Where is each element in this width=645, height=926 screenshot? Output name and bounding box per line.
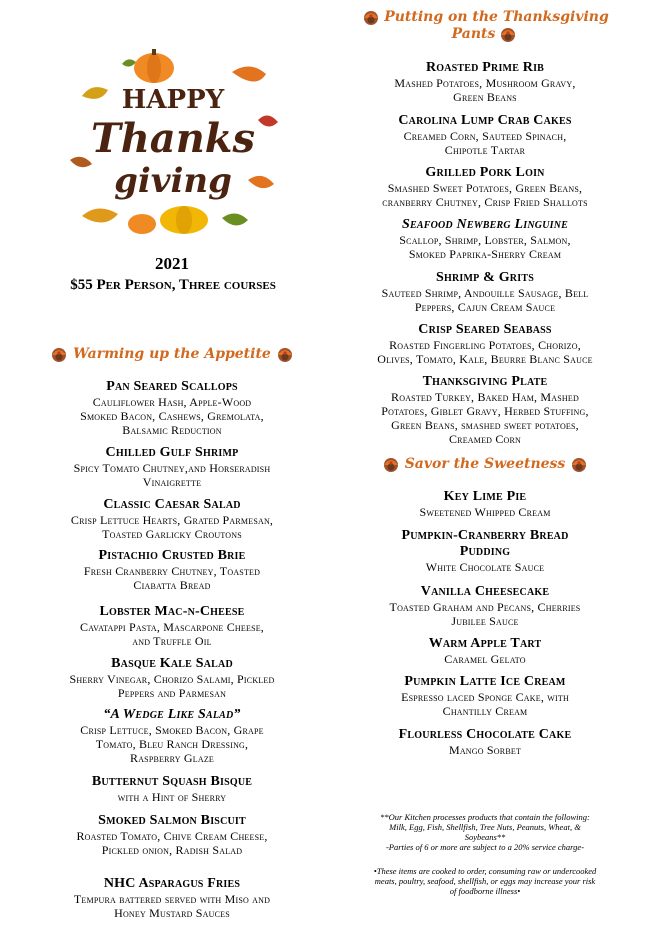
item-desc-line: Creamed Corn: [448, 432, 522, 446]
item-desc-line: Caramel Gelato: [444, 652, 526, 666]
price-line: $55 Per Person, Three courses: [70, 277, 276, 293]
menu-item-entree: [340, 217, 630, 261]
allergen-notice: [340, 812, 630, 852]
item-desc-line: Toasted Graham and Pecans, Cherries: [389, 600, 581, 614]
item-desc-line: Roasted Turkey, Baked Ham, Mashed: [391, 390, 579, 404]
item-desc-line: Roasted Tomato, Chive Cream Cheese,: [76, 829, 268, 843]
item-desc-line: Crisp Lettuce, Smoked Bacon, Grape: [80, 723, 264, 737]
item-desc-line: Scallop, Shrimp, Lobster, Salmon,: [399, 233, 571, 247]
item-desc-line: and Truffle Oil: [132, 634, 212, 648]
year: 2021: [155, 254, 189, 273]
menu-item-dessert: [340, 584, 630, 628]
item-name-line-2: Pudding: [459, 544, 511, 559]
item-name: Vanilla Cheesecake: [420, 584, 550, 599]
item-desc-line: Smoked Bacon, Cashews, Gremolata,: [80, 409, 264, 423]
menu-item-appetizer: [22, 656, 322, 700]
item-desc-line: with a Hint of Sherry: [117, 790, 227, 804]
turkey-icon: [381, 456, 401, 473]
menu-item-dessert: [340, 636, 630, 666]
notice-line: meats, poultry, seafood, shellfish, or eggs may increase your risk: [374, 876, 596, 886]
menu-item-dessert: [340, 489, 630, 519]
item-desc-line: Spicy Tomato Chutney,and Horseradish: [73, 461, 271, 475]
turkey-icon: [498, 26, 518, 43]
turkey-icon: [275, 346, 295, 363]
menu-item-appetizer: [22, 379, 322, 437]
turkey-icon: [49, 346, 69, 363]
item-desc-line: Smoked Paprika-Sherry Cream: [408, 247, 562, 261]
item-desc-line: Honey Mustard Sauces: [114, 906, 230, 920]
item-desc-line: Mashed Potatoes, Mushroom Gravy,: [394, 76, 576, 90]
section-pants-label-2: Pants: [451, 26, 496, 42]
logo-line-giving: giving: [114, 161, 232, 201]
menu-item-appetizer: [22, 774, 322, 804]
item-desc-line: Tomato, Bleu Ranch Dressing,: [95, 737, 249, 751]
item-name: Roasted Prime Rib: [425, 60, 545, 75]
notice-line: **Our Kitchen processes products that contain the following:: [380, 812, 590, 822]
item-desc-line: Chipotle Tartar: [444, 143, 526, 157]
item-desc-line: Chantilly Cream: [442, 704, 528, 718]
item-desc-line: Potatoes, Giblet Gravy, Herbed Stuffing,: [381, 404, 589, 418]
item-name: Smoked Salmon Biscuit: [98, 813, 246, 828]
menu-item-appetizer: [22, 548, 322, 592]
item-desc-line: Peppers, Cajun Cream Sauce: [414, 300, 556, 314]
item-name: Classic Caesar Salad: [103, 497, 241, 512]
notice-line: -Parties of 6 or more are subject to a 20% service charge-: [385, 842, 585, 852]
item-desc-line: Sweetened Whipped Cream: [419, 505, 551, 519]
item-desc-line: Roasted Fingerling Potatoes, Chorizo,: [389, 338, 581, 352]
item-name: Thanksgiving Plate: [422, 374, 548, 389]
item-name: Basque Kale Salad: [111, 656, 233, 671]
item-desc-line: Balsamic Reduction: [122, 423, 222, 437]
menu-item-dessert: [340, 528, 630, 574]
item-desc-line: cranberry Chutney, Crisp Fried Shallots: [382, 195, 588, 209]
menu-item-entree: [340, 374, 630, 446]
item-desc-line: Green Beans, smashed sweet potatoes,: [391, 418, 579, 432]
item-name: Pumpkin-Cranberry Bread: [401, 528, 569, 543]
logo-line-thanks: Thanks: [90, 115, 256, 162]
item-name: Crisp Seared Seabass: [418, 322, 552, 337]
item-name: Pistachio Crusted Brie: [98, 548, 246, 563]
item-name: Grilled Pork Loin: [425, 165, 545, 180]
menu-item-dessert: [340, 727, 630, 757]
menu-item-entree: [340, 113, 630, 157]
item-name: Pan Seared Scallops: [106, 379, 238, 394]
item-desc-line: Mango Sorbet: [448, 743, 522, 757]
item-desc-line: Smashed Sweet Potatoes, Green Beans,: [387, 181, 583, 195]
item-name: NHC Asparagus Fries: [103, 876, 241, 891]
item-desc-line: Ciabatta Bread: [133, 578, 211, 592]
menu-item-appetizer: [22, 813, 322, 857]
item-desc-line: Olives, Tomato, Kale, Beurre Blanc Sauce: [377, 352, 593, 366]
item-name: Carolina Lump Crab Cakes: [398, 113, 572, 128]
item-name: Lobster Mac-n-Cheese: [99, 604, 245, 619]
item-desc-line: Vinaigrette: [142, 475, 202, 489]
section-appetite-title: [22, 346, 322, 363]
item-name: Chilled Gulf Shrimp: [105, 445, 239, 460]
menu-item-appetizer: [22, 876, 322, 920]
section-pants-title: [340, 9, 630, 43]
section-pants-label: Putting on the Thanksgiving: [384, 9, 609, 25]
happy-thanksgiving-logo: [62, 40, 284, 236]
menu-item-appetizer: [22, 707, 322, 765]
item-desc-line: Jubilee Sauce: [451, 614, 519, 628]
item-desc-line: Raspberry Glaze: [129, 751, 214, 765]
item-name: Flourless Chocolate Cake: [398, 727, 572, 742]
menu-item-entree: [340, 270, 630, 314]
item-desc-line: Espresso laced Sponge Cake, with: [401, 690, 569, 704]
item-name: “A Wedge Like Salad”: [103, 707, 241, 722]
menu-item-entree: [340, 322, 630, 366]
item-desc-line: Cavatappi Pasta, Mascarpone Cheese,: [79, 620, 265, 634]
item-desc-line: Toasted Garlicky Croutons: [102, 527, 242, 541]
item-name: Warm Apple Tart: [428, 636, 542, 651]
item-desc-line: Peppers and Parmesan: [117, 686, 227, 700]
section-sweetness-title: [340, 456, 630, 473]
notice-line: •These items are cooked to order, consuming raw or undercooked: [373, 866, 597, 876]
item-desc-line: Sauteed Shrimp, Andouille Sausage, Bell: [381, 286, 589, 300]
raw-food-notice: [340, 866, 630, 896]
section-sweetness-label: Savor the Sweetness: [404, 456, 566, 472]
menu-item-appetizer: [22, 497, 322, 541]
item-desc-line: Cauliflower Hash, Apple-Wood: [92, 395, 252, 409]
menu-item-entree: [340, 165, 630, 209]
item-desc-line: Pickled onion, Radish Salad: [101, 843, 243, 857]
menu-item-dessert: [340, 674, 630, 718]
notice-line: Soybeans**: [464, 832, 506, 842]
turkey-icon: [361, 9, 381, 26]
item-desc-line: Tempura battered served with Miso and: [73, 892, 271, 906]
item-name: Seafood Newberg Linguine: [401, 217, 569, 232]
menu-item-appetizer: [22, 604, 322, 648]
item-desc-line: Fresh Cranberry Chutney, Toasted: [83, 564, 261, 578]
item-name: Shrimp & Grits: [436, 270, 534, 285]
notice-line: of foodborne illness•: [449, 886, 521, 896]
menu-item-appetizer: [22, 445, 322, 489]
menu-item-entree: [340, 60, 630, 104]
item-name: Butternut Squash Bisque: [91, 774, 253, 789]
turkey-icon: [569, 456, 589, 473]
logo-line-happy: HAPPY: [121, 85, 225, 115]
item-name: Pumpkin Latte Ice Cream: [404, 674, 566, 689]
item-desc-line: Sherry Vinegar, Chorizo Salami, Pickled: [69, 672, 275, 686]
item-desc-line: White Chocolate Sauce: [425, 560, 545, 574]
item-name: Key Lime Pie: [443, 489, 527, 504]
item-desc-line: Creamed Corn, Sauteed Spinach,: [403, 129, 567, 143]
section-appetite-label: Warming up the Appetite: [73, 346, 271, 362]
item-desc-line: Crisp Lettuce Hearts, Grated Parmesan,: [70, 513, 274, 527]
notice-line: Milk, Egg, Fish, Shellfish, Tree Nuts, Peanuts, Wheat, &: [389, 822, 581, 832]
item-desc-line: Green Beans: [453, 90, 517, 104]
